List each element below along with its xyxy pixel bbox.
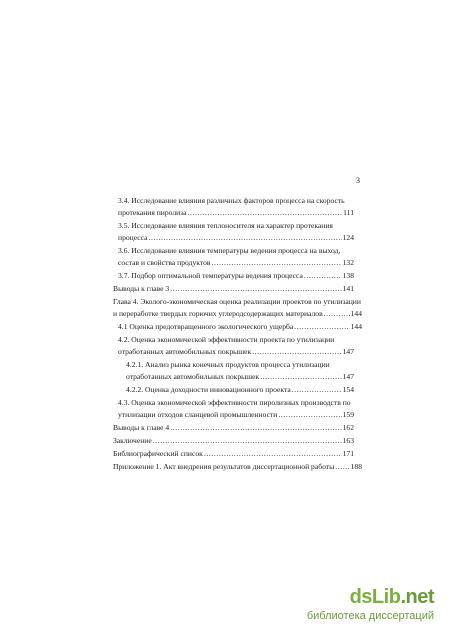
- toc-leader-dots: [149, 232, 342, 244]
- toc-entry-title: 3.5. Исследование влияния теплоносителя на характер протекания: [118, 221, 333, 230]
- toc-line: [113, 435, 354, 447]
- toc-leader-dots: [335, 461, 349, 473]
- toc-line: [118, 334, 354, 346]
- toc-entry-title: Приложение 1. Акт внедрения результатов диссертационной работы: [113, 462, 335, 471]
- toc-entry: [126, 359, 354, 382]
- toc-page-number: 138: [342, 271, 354, 280]
- toc-line: [118, 270, 354, 282]
- toc-entry-title: отработанных автомобильных покрышек: [118, 346, 252, 356]
- toc-line: [113, 296, 362, 308]
- toc-entry-title: 4.2.2. Оценка доходности инновационного проекта: [126, 385, 291, 394]
- toc-entry-title: и переработке твердых горючих углеродсодержащих материалов: [113, 308, 323, 318]
- toc-page-number: 188: [350, 462, 362, 471]
- toc-line: [113, 461, 362, 473]
- toc-line: [118, 207, 354, 219]
- toc-entry: [126, 384, 354, 396]
- toc-line: [118, 245, 354, 257]
- toc-line: [118, 232, 354, 244]
- toc-entry: [118, 397, 354, 420]
- toc-entry-title: 4.2. Оценка экономической эффективности проекта по утилизации: [118, 335, 335, 344]
- toc-leader-dots: [170, 283, 341, 295]
- toc-leader-dots: [278, 409, 341, 421]
- toc-line: [113, 448, 354, 460]
- watermark-logo-domain: .net: [400, 586, 434, 608]
- toc-entry-title: Библиографический список: [113, 449, 203, 458]
- toc-entry-title: Заключение: [113, 436, 152, 445]
- toc-entry-title: отработанных автомобильных покрышек: [126, 371, 260, 381]
- toc-line: [118, 409, 354, 421]
- toc-page-number: 144: [350, 308, 362, 318]
- toc-line: [118, 346, 354, 358]
- toc-entry-title: 4.2.1. Анализ рынка конечных продуктов процесса утилизации: [126, 360, 330, 369]
- toc-entry-title: 3.7. Подбор оптимальной температуры ведения процесса: [118, 271, 303, 280]
- toc-entry: [113, 435, 354, 447]
- toc-entry-title: утилизации отходов сланцевой промышленности: [118, 409, 278, 419]
- toc-page-number: 171: [342, 449, 354, 458]
- toc-entry-title: Выводы к главе 3: [113, 284, 170, 293]
- toc-page-number: 159: [342, 409, 354, 419]
- toc-leader-dots: [292, 384, 342, 396]
- toc-leader-dots: [170, 422, 341, 434]
- toc-entry: [113, 296, 362, 319]
- toc-entry-title: состав и свойства продуктов: [118, 257, 211, 267]
- toc-entry: [118, 220, 354, 243]
- toc-entry: [113, 422, 354, 434]
- toc-entry: [113, 448, 354, 460]
- toc-leader-dots: [260, 371, 341, 383]
- toc-line: [126, 371, 354, 383]
- watermark-logo-name: dsLib: [349, 586, 401, 608]
- toc-line: [118, 220, 354, 232]
- toc-page-number: 144: [350, 322, 362, 331]
- toc-entry: [118, 334, 354, 357]
- toc-page-number: 124: [342, 232, 354, 242]
- toc-entry: [113, 461, 362, 473]
- page-number: 3: [356, 176, 360, 185]
- toc-line: [118, 195, 354, 207]
- toc-entry-title: 4.3. Оценка экономической эффективности пиролизных производств по: [118, 398, 351, 407]
- toc-leader-dots: [211, 257, 341, 269]
- toc-page-number: 162: [342, 423, 354, 432]
- toc-leader-dots: [188, 207, 343, 219]
- toc-entry-title: 4.1 Оценка предотвращенного экологического ущерба: [118, 322, 294, 331]
- toc-line: [118, 257, 354, 269]
- toc-page-number: 141: [342, 284, 354, 293]
- toc-line: [113, 308, 362, 320]
- toc-page-number: 147: [342, 371, 354, 381]
- watermark-tagline: библиотека диссертаций: [306, 610, 434, 622]
- toc-entry: [118, 270, 354, 282]
- watermark: [306, 586, 436, 628]
- watermark-logo: [350, 586, 434, 609]
- toc-page-number: 154: [342, 385, 354, 394]
- toc-line: [113, 283, 354, 295]
- toc-line: [118, 397, 354, 409]
- toc-entry-title: протекания пиролиза: [118, 207, 187, 217]
- toc-entry: [118, 195, 354, 218]
- toc-entry: [118, 245, 354, 268]
- toc-entry-title: 3.6. Исследование влияния температуры ведения процесса на выход,: [118, 246, 341, 255]
- toc-entry: [118, 321, 362, 333]
- toc-entry-title: Выводы к главе 4: [113, 423, 170, 432]
- toc-entry-title: 3.4. Исследование влияния различных факторов процесса на скорость: [118, 196, 345, 205]
- toc-line: [113, 422, 354, 434]
- toc-line: [126, 384, 354, 396]
- toc-leader-dots: [153, 435, 342, 447]
- toc-entry-title: Глава 4. Эколого-экономическая оценка реализации проектов по утилизации: [113, 297, 361, 306]
- toc-entry-title: процесса: [118, 232, 148, 242]
- toc-leader-dots: [204, 448, 342, 460]
- toc-line: [126, 359, 354, 371]
- toc-entry: [113, 283, 354, 295]
- toc-leader-dots: [252, 346, 341, 358]
- toc-page-number: 111: [343, 207, 354, 217]
- toc-leader-dots: [304, 270, 342, 282]
- toc-page-number: 163: [342, 436, 354, 445]
- toc-page-number: 132: [342, 257, 354, 267]
- toc-leader-dots: [324, 308, 350, 320]
- toc-leader-dots: [294, 321, 349, 333]
- toc-page-number: 147: [342, 346, 354, 356]
- toc-line: [118, 321, 362, 333]
